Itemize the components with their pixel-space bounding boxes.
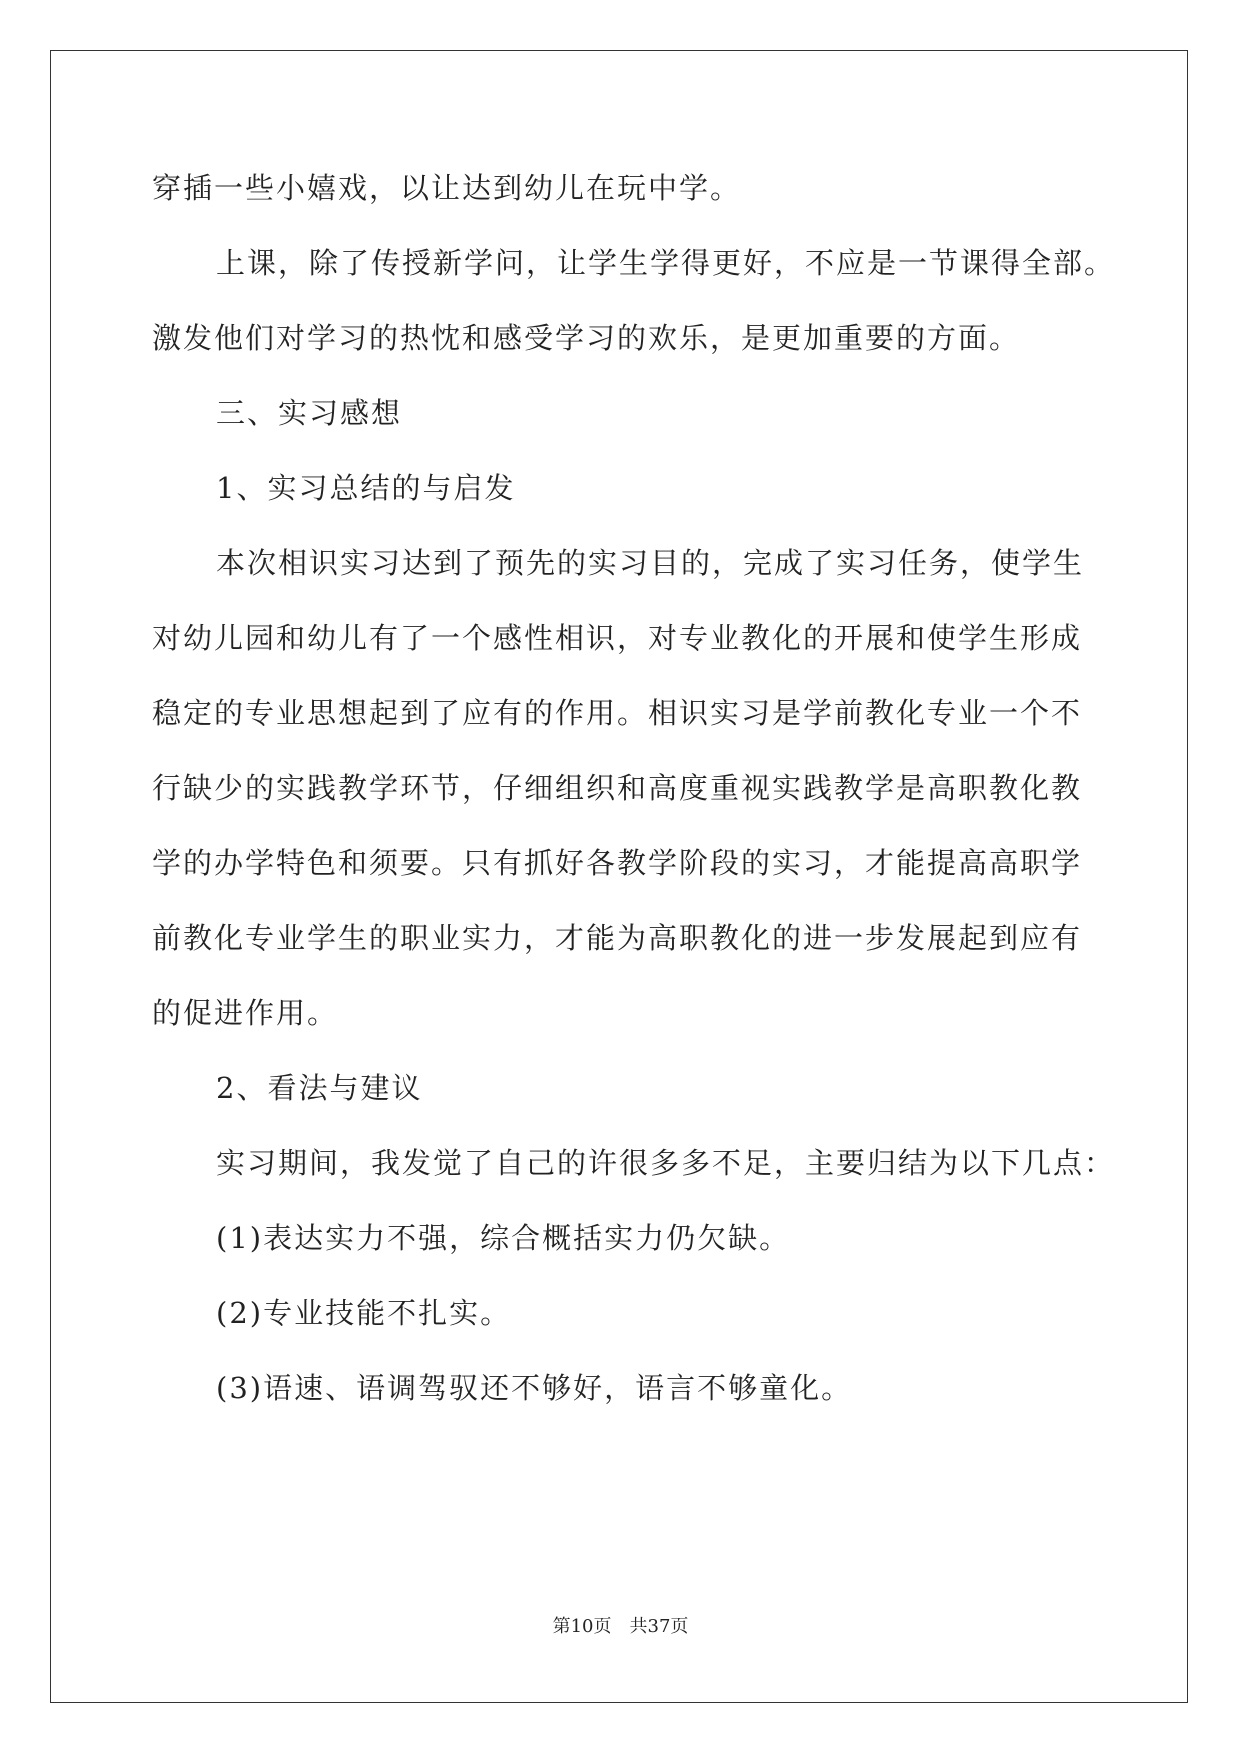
list-item: (3)语速、语调驾驭还不够好，语言不够童化。 — [216, 1371, 853, 1405]
text-line: 前教化专业学生的职业实力，才能为高职教化的进一步发展起到应有 — [152, 921, 1083, 955]
text-line: 行缺少的实践教学环节，仔细组织和高度重视实践教学是高职教化教 — [152, 771, 1083, 805]
list-item: (1)表达实力不强，综合概括实力仍欠缺。 — [216, 1221, 791, 1255]
section-heading: 三、实习感想 — [216, 396, 403, 430]
text-line: 学的办学特色和须要。只有抓好各教学阶段的实习，才能提高高职学 — [152, 846, 1083, 880]
page-number-footer: 第10页 共37页 — [552, 1616, 689, 1637]
subsection-heading: 1、实习总结的与启发 — [216, 471, 516, 505]
list-item: (2)专业技能不扎实。 — [216, 1296, 512, 1330]
subsection-heading: 2、看法与建议 — [216, 1071, 423, 1105]
text-line: 穿插一些小嬉戏，以让达到幼儿在玩中学。 — [152, 171, 742, 205]
text-line: 的促进作用。 — [152, 996, 339, 1030]
paragraph-line: 实习期间，我发觉了自己的许很多多不足，主要归结为以下几点： — [216, 1146, 1116, 1180]
text-line: 稳定的专业思想起到了应有的作用。相识实习是学前教化专业一个不 — [152, 696, 1083, 730]
paragraph-line: 本次相识实习达到了预先的实习目的，完成了实习任务，使学生 — [216, 546, 1085, 580]
paragraph-line: 上课，除了传授新学问，让学生学得更好，不应是一节课得全部。 — [216, 246, 1116, 280]
text-line: 对幼儿园和幼儿有了一个感性相识，对专业教化的开展和使学生形成 — [152, 621, 1083, 655]
text-line: 激发他们对学习的热忱和感受学习的欢乐，是更加重要的方面。 — [152, 321, 1021, 355]
